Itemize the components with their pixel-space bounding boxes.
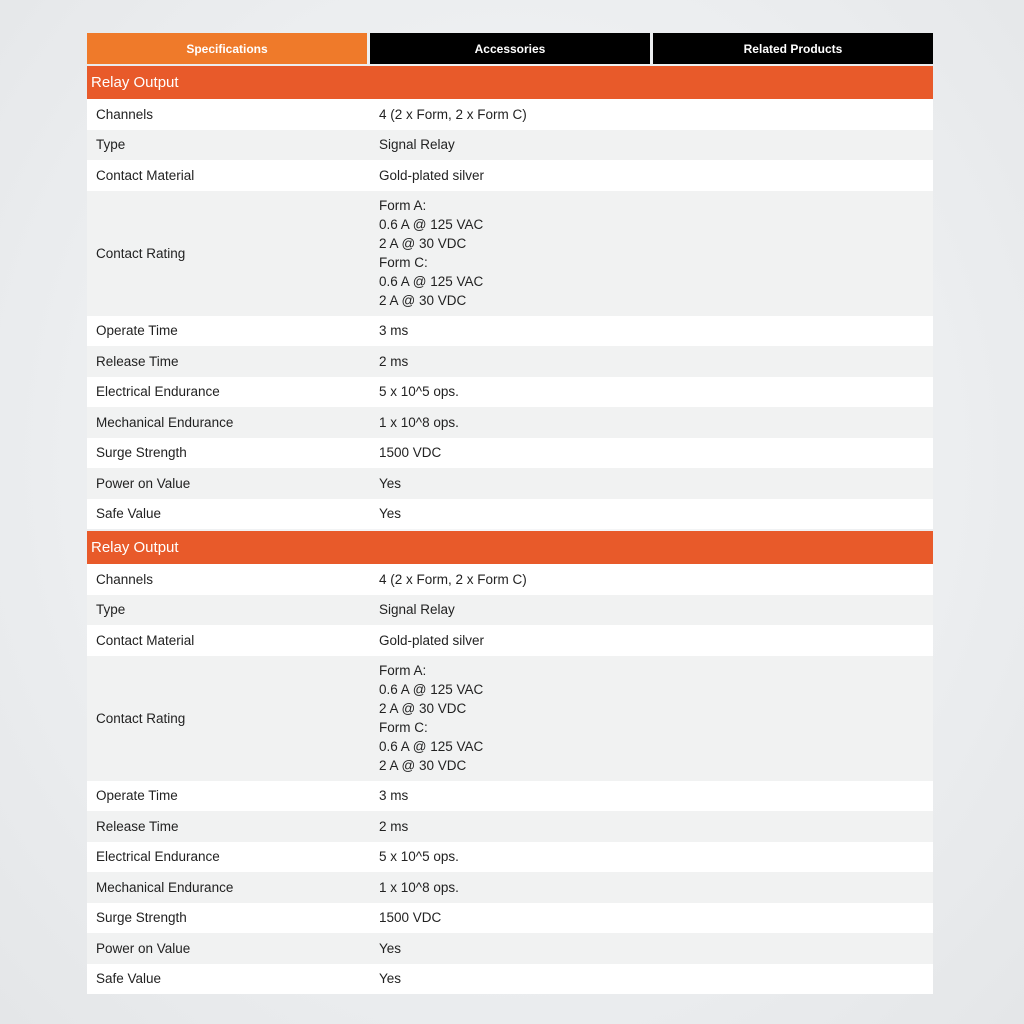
spec-value (370, 811, 933, 842)
spec-label: Channels (96, 106, 154, 122)
spec-label: Mechanical Endurance (96, 879, 234, 895)
spec-value-line: 2 A @ 30 VDC (379, 293, 467, 308)
spec-label: Safe Value (96, 506, 162, 522)
spec-label: Operate Time (96, 788, 178, 804)
spec-label: Release Time (96, 353, 179, 369)
spec-row (87, 564, 933, 595)
spec-row (87, 346, 933, 377)
spec-label: Contact Material (96, 167, 195, 183)
spec-row (87, 781, 933, 812)
spec-value-line: Yes (379, 506, 402, 522)
spec-label: Surge Strength (96, 445, 187, 461)
spec-label: Electrical Endurance (96, 384, 220, 400)
spec-value-line: Form A: (379, 663, 427, 678)
spec-row (87, 316, 933, 347)
spec-row (87, 407, 933, 438)
spec-row (87, 811, 933, 842)
tab-accessories[interactable]: Accessories (370, 33, 650, 64)
spec-value-line: Yes (379, 940, 402, 956)
spec-value (370, 499, 933, 530)
tab-specifications[interactable]: Specifications (87, 33, 367, 64)
spec-value (370, 468, 933, 499)
spec-row (87, 842, 933, 873)
spec-row (87, 160, 933, 191)
spec-value (370, 160, 933, 191)
spec-row (87, 656, 933, 781)
spec-sections (87, 66, 933, 994)
spec-panel (87, 33, 933, 994)
spec-value (370, 625, 933, 656)
spec-value-line: 3 ms (379, 788, 409, 804)
spec-row (87, 499, 933, 530)
spec-value-line: 3 ms (379, 323, 409, 339)
spec-value (370, 964, 933, 995)
tab-bar (87, 33, 933, 64)
spec-value (370, 842, 933, 873)
spec-row (87, 933, 933, 964)
spec-value-line: 1500 VDC (379, 910, 442, 926)
spec-label: Contact Rating (96, 245, 186, 261)
spec-label: Channels (96, 571, 154, 587)
spec-label: Contact Material (96, 632, 195, 648)
spec-label: Type (96, 137, 126, 153)
spec-value-line: 4 (2 x Form, 2 x Form C) (379, 106, 527, 122)
spec-value-line: Yes (379, 475, 402, 491)
spec-label: Electrical Endurance (96, 849, 220, 865)
spec-value-line: Gold-plated silver (379, 167, 485, 183)
spec-row (87, 191, 933, 316)
spec-label: Surge Strength (96, 910, 187, 926)
spec-label: Contact Rating (96, 710, 186, 726)
section-title: Relay Output (87, 531, 933, 564)
spec-value (370, 130, 933, 161)
spec-row (87, 625, 933, 656)
spec-row (87, 595, 933, 626)
spec-label: Type (96, 602, 126, 618)
spec-value (370, 903, 933, 934)
spec-value (370, 656, 933, 781)
spec-value (370, 191, 933, 316)
spec-value-line: 1500 VDC (379, 445, 442, 461)
spec-value (370, 564, 933, 595)
spec-value-line: Signal Relay (379, 602, 455, 618)
spec-row (87, 438, 933, 469)
spec-value (370, 99, 933, 130)
spec-value-line: 2 A @ 30 VDC (379, 236, 467, 251)
spec-value-line: 2 A @ 30 VDC (379, 758, 467, 773)
spec-value-line: Form A: (379, 198, 427, 213)
spec-value (370, 407, 933, 438)
spec-value (370, 872, 933, 903)
spec-value (370, 781, 933, 812)
spec-value-line: 0.6 A @ 125 VAC (379, 217, 484, 232)
spec-value (370, 933, 933, 964)
spec-value (370, 595, 933, 626)
spec-value-line: 2 ms (379, 353, 409, 369)
spec-value-line: 1 x 10^8 ops. (379, 879, 459, 895)
spec-row (87, 872, 933, 903)
spec-value-line: Yes (379, 971, 402, 987)
spec-value-line: 5 x 10^5 ops. (379, 384, 459, 400)
spec-value-line: 4 (2 x Form, 2 x Form C) (379, 571, 527, 587)
spec-value-line: 0.6 A @ 125 VAC (379, 739, 484, 754)
spec-value (370, 346, 933, 377)
spec-row (87, 964, 933, 995)
spec-value-line: 0.6 A @ 125 VAC (379, 682, 484, 697)
spec-value-line: Form C: (379, 255, 428, 270)
spec-value-line: Gold-plated silver (379, 632, 485, 648)
spec-value-line: 0.6 A @ 125 VAC (379, 274, 484, 289)
spec-value-line: 2 A @ 30 VDC (379, 701, 467, 716)
spec-label: Power on Value (96, 475, 191, 491)
section-title: Relay Output (87, 66, 933, 99)
spec-label: Safe Value (96, 971, 162, 987)
spec-value (370, 438, 933, 469)
spec-label: Release Time (96, 818, 179, 834)
spec-label: Power on Value (96, 940, 191, 956)
spec-value (370, 316, 933, 347)
spec-value (370, 377, 933, 408)
spec-value-line: 1 x 10^8 ops. (379, 414, 459, 430)
spec-value-line: Signal Relay (379, 137, 455, 153)
spec-row (87, 99, 933, 130)
spec-label: Mechanical Endurance (96, 414, 234, 430)
spec-value-line: Form C: (379, 720, 428, 735)
spec-value-line: 2 ms (379, 818, 409, 834)
spec-value-line: 5 x 10^5 ops. (379, 849, 459, 865)
spec-row (87, 903, 933, 934)
tab-related-products[interactable]: Related Products (653, 33, 933, 64)
spec-row (87, 468, 933, 499)
spec-row (87, 130, 933, 161)
spec-row (87, 377, 933, 408)
spec-label: Operate Time (96, 323, 178, 339)
